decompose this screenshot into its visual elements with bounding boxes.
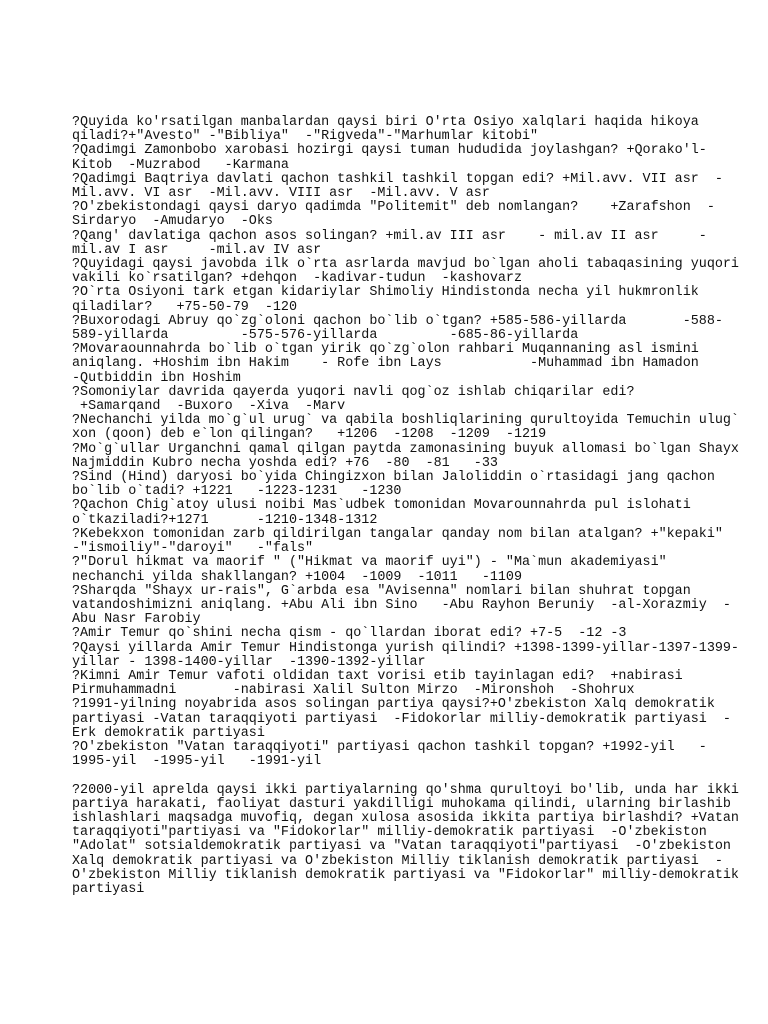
text-line: ?Amir Temur qo`shini necha qism - qo`llardan iborat edi? +7-5 -12 -3 xyxy=(72,626,627,642)
text-line: ?Quyida ko'rsatilgan manbalardan qaysi biri O'rta Osiyo xalqlari haqida hikoya xyxy=(72,115,699,130)
text-line: ?Sharqda "Shayx ur-rais", G`arbda esa "Avisenna" nomlari bilan shuhrat topgan xyxy=(72,583,691,599)
text-line: +Samarqand -Buxoro -Xiva -Marv xyxy=(72,399,346,415)
text-line: ?Mo`g`ullar Urganchni qamal qilgan paytda zamonasining buyuk allomasi bo`lgan Shayx xyxy=(72,441,739,457)
text-line: Kitob -Muzrabod -Karmana xyxy=(72,157,289,173)
text-line: Pirmuhammadni -nabirasi Xalil Sulton Mirzo -Mironshoh -Shohrux xyxy=(72,683,635,699)
text-line: ?Nechanchi yilda mo`g`ul urug` va qabila boshliqlarining qurultoyida Temuchin ulug` xyxy=(72,413,739,429)
text-line: Abu Nasr Farobiy xyxy=(72,612,201,628)
text-line: ?O'zbekistondagi qaysi daryo qadimda "Politemit" deb nomlangan? +Zarafshon - xyxy=(72,200,715,216)
text-line: partiyasi xyxy=(72,881,145,897)
text-line: aniqlang. +Hoshim ibn Hakim - Rofe ibn Lays -Muhammad ibn Hamadon xyxy=(72,356,699,372)
text-line: ?Movaraounnahrda bo`lib o`tgan yirik qo`zg`olon rahbari Muqannaning asl ismini xyxy=(72,342,699,358)
text-line xyxy=(72,769,712,783)
text-line: 589-yillarda -575-576-yillarda -685-86-yillarda xyxy=(72,328,579,344)
text-line: "Adolat" sotsialdemokratik partiyasi va "Vatan taraqqiyoti"partiyasi -O'zbekiston xyxy=(72,839,731,855)
text-line: Sirdaryo -Amudaryo -Oks xyxy=(72,214,273,230)
text-line: vakili ko`rsatilgan? +dehqon -kadivar-tudun -kashovarz xyxy=(72,271,522,287)
text-line: 1995-yil -1995-yil -1991-yil xyxy=(72,754,322,770)
text-line: bo`lib o`tadi? +1221 -1223-1231 -1230 xyxy=(72,484,402,500)
text-line: ?Qadimgi Baqtriya davlati qachon tashkil tashkil topgan edi? +Mil.avv. VII asr - xyxy=(72,171,723,187)
text-line: qiladi?+"Avesto" -"Bibliya" -"Rigveda"-"Marhumlar kitobi" xyxy=(72,129,539,145)
text-line: ?Kimni Amir Temur vafoti oldidan taxt vorisi etib tayinlagan edi? +nabirasi xyxy=(72,668,683,684)
text-line: -Qutbiddin ibn Hoshim xyxy=(72,370,241,386)
text-line: ?1991-yilning noyabrida asos solingan partiya qaysi?+O'zbekiston Xalq demokratik xyxy=(72,697,715,713)
text-line: o`tkaziladi?+1271 -1210-1348-1312 xyxy=(72,512,378,528)
text-line: ?Buxorodagi Abruy qo`zg`oloni qachon bo`lib o`tgan? +585-586-yillarda -588- xyxy=(72,313,723,329)
text-line: ?Quyidagi qaysi javobda ilk o`rta asrlarda mavjud bo`lgan aholi tabaqasining yuqori xyxy=(72,257,739,273)
text-line: ?Qadimgi Zamonbobo xarobasi hozirgi qaysi tuman hududida joylashgan? +Qorako'l- xyxy=(72,143,707,159)
document-text xyxy=(72,115,739,897)
text-line: xon (qoon) deb e`lon qilingan? +1206 -1208 -1209 -1219 xyxy=(72,427,547,443)
text-line: vatandoshimizni aniqlang. +Abu Ali ibn Sino -Abu Rayhon Beruniy -al-Xorazmiy - xyxy=(72,597,731,613)
text-line: ?Kebekxon tomonidan zarb qildirilgan tangalar qanday nom bilan atalgan? +"kepaki" xyxy=(72,526,723,542)
text-line: ?"Dorul hikmat va maorif " ("Hikmat va maorif uyi") - "Ma`mun akademiyasi" xyxy=(72,555,667,571)
text-line: partiya harakati, faoliyat dasturi yakdilligi muhokama qilindi, ularning birlashib xyxy=(72,796,731,812)
text-line: ?O'zbekiston "Vatan taraqqiyoti" partiyasi qachon tashkil topgan? +1992-yil - xyxy=(72,739,707,755)
text-line: ?O`rta Osiyoni tark etgan kidariylar Shimoliy Hindistonda necha yil hukmronlik xyxy=(72,285,699,301)
text-line: partiyasi -Vatan taraqqiyoti partiyasi -Fidokorlar milliy-demokratik partiyasi - xyxy=(72,711,731,727)
text-line: Erk demokratik partiyasi xyxy=(72,725,265,741)
text-line: ?Qaysi yillarda Amir Temur Hindistonga yurish qilindi? +1398-1399-yillar-1397-1399- xyxy=(72,640,739,656)
text-line: Mil.avv. VI asr -Mil.avv. VIII asr -Mil.avv. V asr xyxy=(72,186,490,202)
text-line: ?2000-yil aprelda qaysi ikki partiyalarning qo'shma qurultoyi bo'lib, unda har ikki xyxy=(72,782,739,798)
text-line: ishlashlari maqsadga muvofiq, degan xulosa asosida ikkita partiya birlashdi? +Vatan xyxy=(72,810,739,826)
text-line: nechanchi yilda shakllangan? +1004 -1009 -1011 -1109 xyxy=(72,569,522,585)
text-line: ?Qachon Chig`atoy ulusi noibi Mas`udbek tomonidan Movarounnahrda pul islohati xyxy=(72,498,691,514)
text-line: -"ismoiliy"-"daroyi" -"fals" xyxy=(72,541,314,557)
text-line: yillar - 1398-1400-yillar -1390-1392-yillar xyxy=(72,654,426,670)
text-line: ?Somoniylar davrida qayerda yuqori navli qog`oz ishlab chiqarilar edi? xyxy=(72,384,635,400)
text-line: Najmiddin Kubro necha yoshda edi? +76 -80 -81 -33 xyxy=(72,455,498,471)
text-line: Xalq demokratik partiyasi va O'zbekiston Milliy tiklanish demokratik partiyasi - xyxy=(72,853,723,869)
text-line: ?Sind (Hind) daryosi bo`yida Chingizxon bilan Jaloliddin o`rtasidagi jang qachon xyxy=(72,470,715,486)
text-line: ?Qang' davlatiga qachon asos solingan? +mil.av III asr - mil.av II asr - xyxy=(72,228,707,244)
text-line: mil.av I asr -mil.av IV asr xyxy=(72,242,322,258)
text-line: taraqqiyoti"partiyasi va "Fidokorlar" milliy-demokratik partiyasi -O'zbekiston xyxy=(72,825,707,841)
text-line: O'zbekiston Milliy tiklanish demokratik partiyasi va "Fidokorlar" milliy-demokratik xyxy=(72,867,739,883)
text-line: qiladilar? +75-50-79 -120 xyxy=(72,299,297,315)
